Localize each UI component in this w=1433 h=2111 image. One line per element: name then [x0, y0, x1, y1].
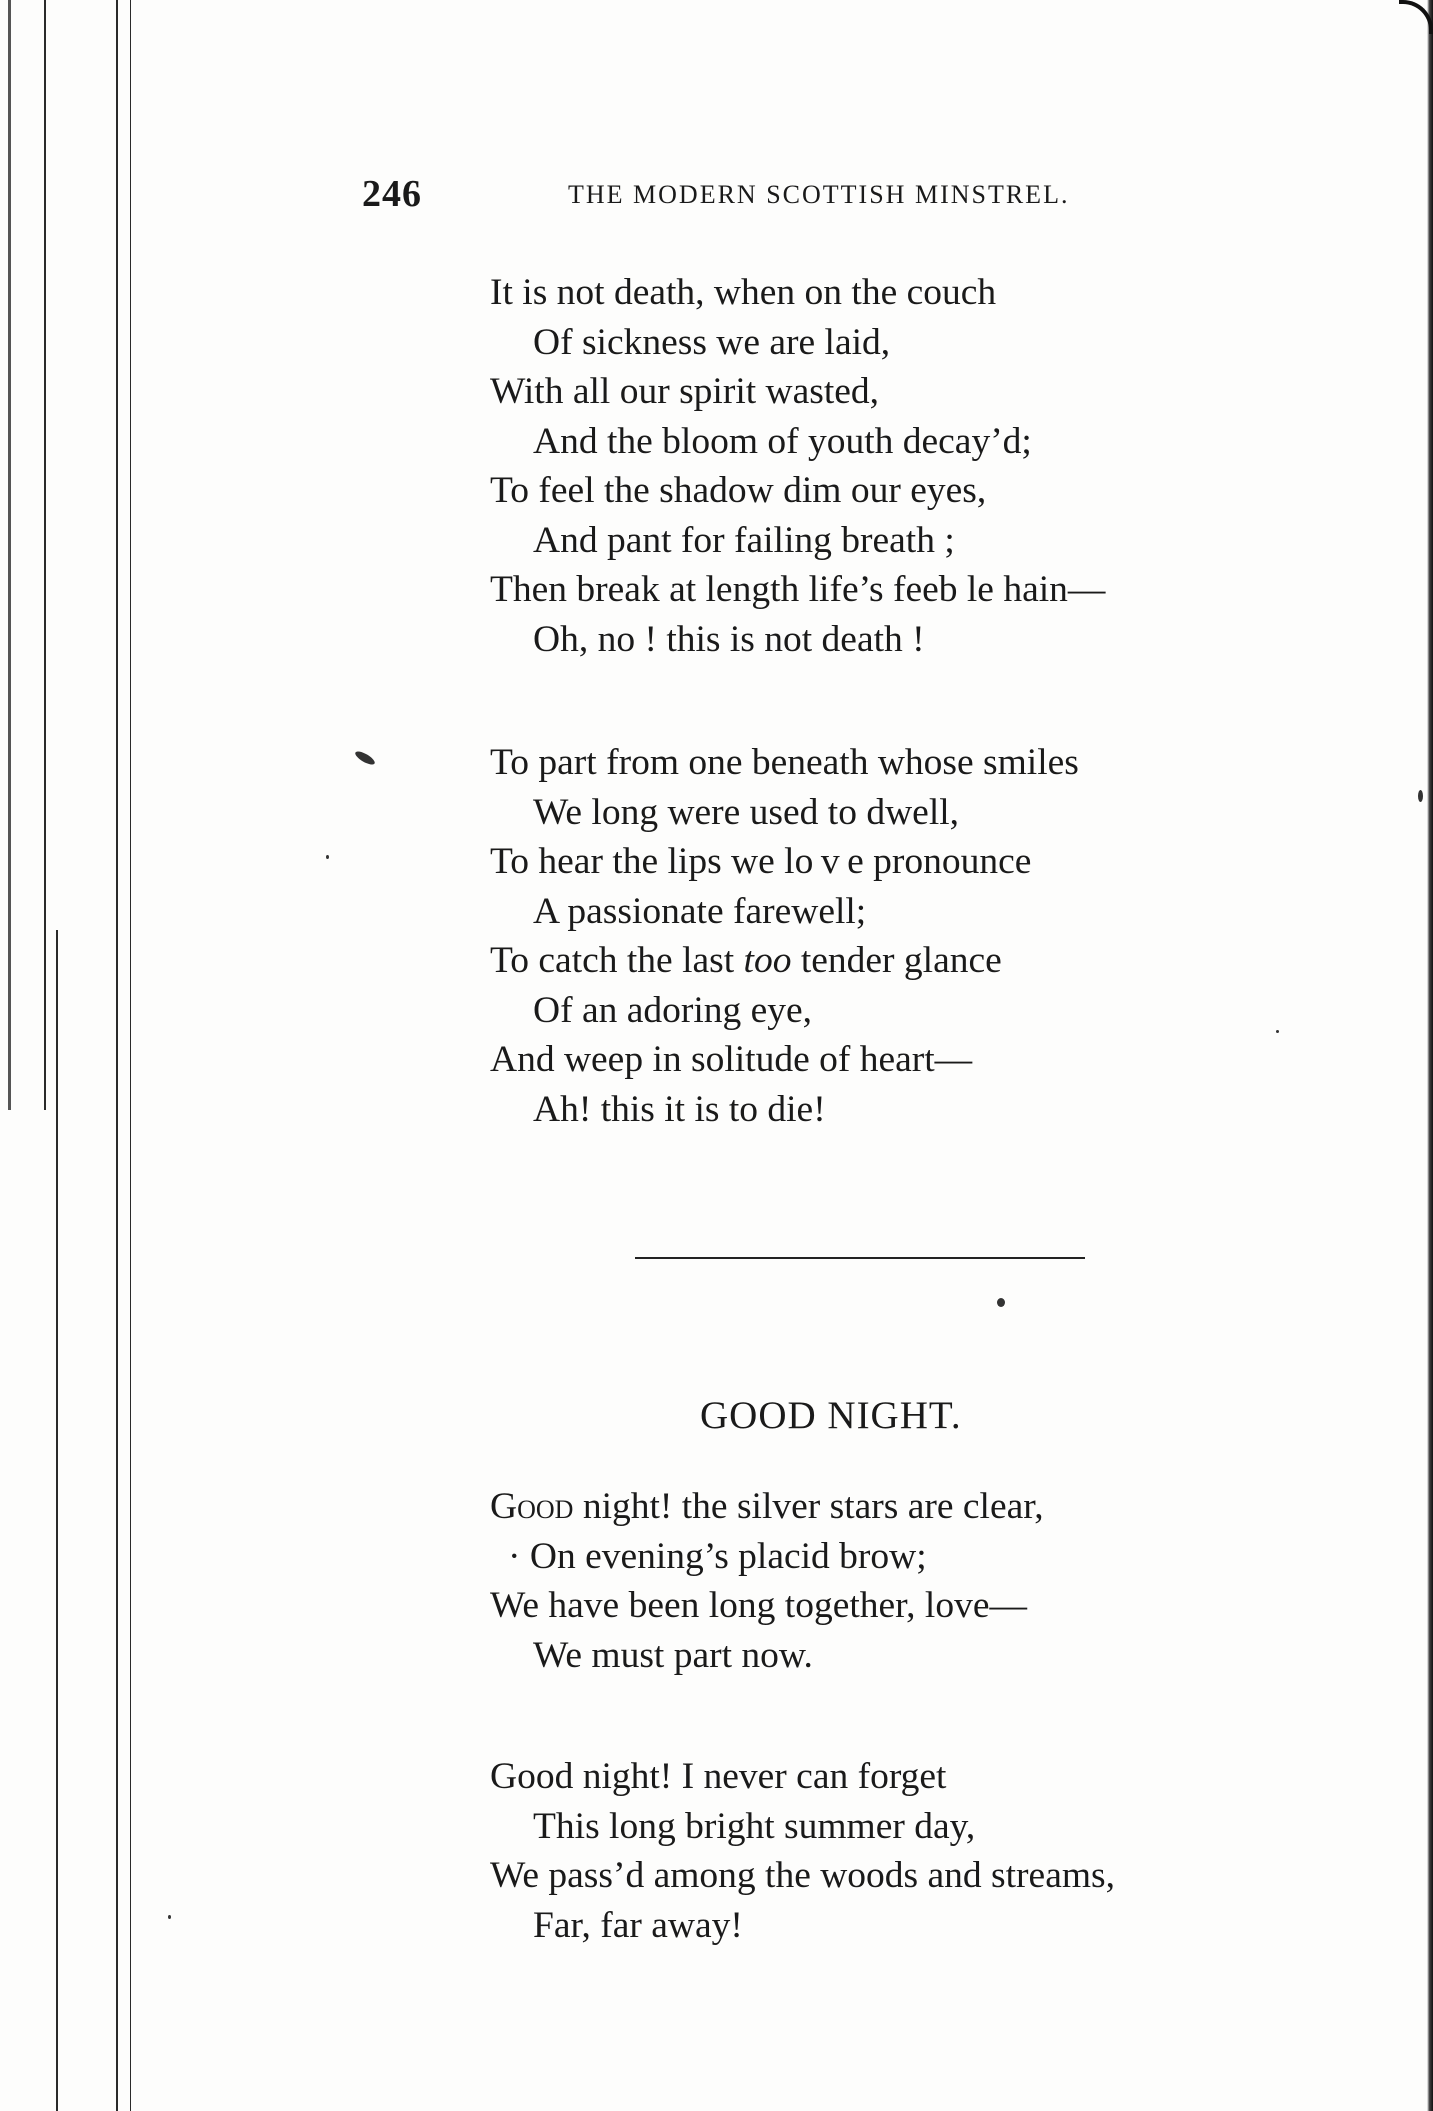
verse-line: To hear the lips we lo v e pronounce [490, 841, 1032, 882]
verse-text: night! the silver stars are clear, [573, 1486, 1044, 1527]
verse-line [490, 936, 1290, 986]
verse-line: It is not death, when on the couch [490, 272, 997, 313]
binding-line [130, 0, 131, 2111]
verse-line: Oh, no ! this is not death ! [533, 618, 925, 660]
verse-line [490, 1482, 1290, 1532]
running-head: THE MODERN SCOTTISH MINSTREL. [568, 180, 1070, 209]
binding-line [8, 0, 11, 1110]
verse-line: And the bloom of youth decay’d; [533, 420, 1032, 462]
page-header [362, 172, 1172, 220]
verse-line: And weep in solitude of heart— [490, 1039, 973, 1080]
initial-capital: G [490, 1486, 518, 1527]
verse-line: With all our spirit wasted, [490, 371, 880, 412]
verse-line: To feel the shadow dim our eyes, [490, 470, 987, 511]
verse-line: Of sickness we are laid, [533, 321, 891, 363]
verse-line: We long were used to dwell, [533, 791, 960, 833]
ink-speck [168, 1915, 171, 1919]
verse-line: We must part now. [533, 1634, 813, 1676]
verse-line: We have been long together, love— [490, 1585, 1027, 1626]
binding-line [56, 930, 58, 2111]
poem-title: GOOD NIGHT. [700, 1394, 962, 1437]
stanza [490, 1482, 1290, 1680]
binding-line [44, 0, 46, 1110]
verse-line: Good night! I never can forget [490, 1756, 947, 1797]
verse-line: Then break at length life’s feeb le hain— [490, 569, 1106, 610]
ink-speck [1418, 790, 1423, 802]
verse-line: To part from one beneath whose smiles [490, 742, 1079, 783]
verse-line: And pant for failing breath ; [533, 519, 955, 561]
section-divider [635, 1257, 1085, 1259]
verse-line: Ah! this it is to die! [533, 1088, 826, 1130]
ink-speck [997, 1298, 1005, 1307]
page-edge [1427, 0, 1433, 2111]
stanza [490, 738, 1290, 1134]
stanza [490, 268, 1290, 664]
verse-line: Far, far away! [533, 1904, 743, 1946]
ink-speck [353, 749, 376, 767]
verse-text: tender glance [791, 940, 1002, 981]
ink-speck [326, 855, 329, 859]
drop-cap-word [490, 1486, 573, 1527]
page-number: 246 [362, 173, 422, 215]
verse-line: A passionate farewell; [533, 890, 867, 932]
verse-line: · On evening’s placid brow; [508, 1535, 927, 1577]
verse-line: We pass’d among the woods and streams, [490, 1855, 1115, 1896]
verse-line: This long bright summer day, [533, 1805, 976, 1847]
ink-speck [1276, 1030, 1279, 1033]
italic-word: too [743, 940, 792, 981]
small-caps-text: ood [517, 1486, 574, 1527]
verse-text: To catch the last [490, 940, 744, 981]
binding-line [116, 0, 118, 2111]
stanza [490, 1752, 1290, 1950]
verse-line: Of an adoring eye, [533, 989, 813, 1031]
